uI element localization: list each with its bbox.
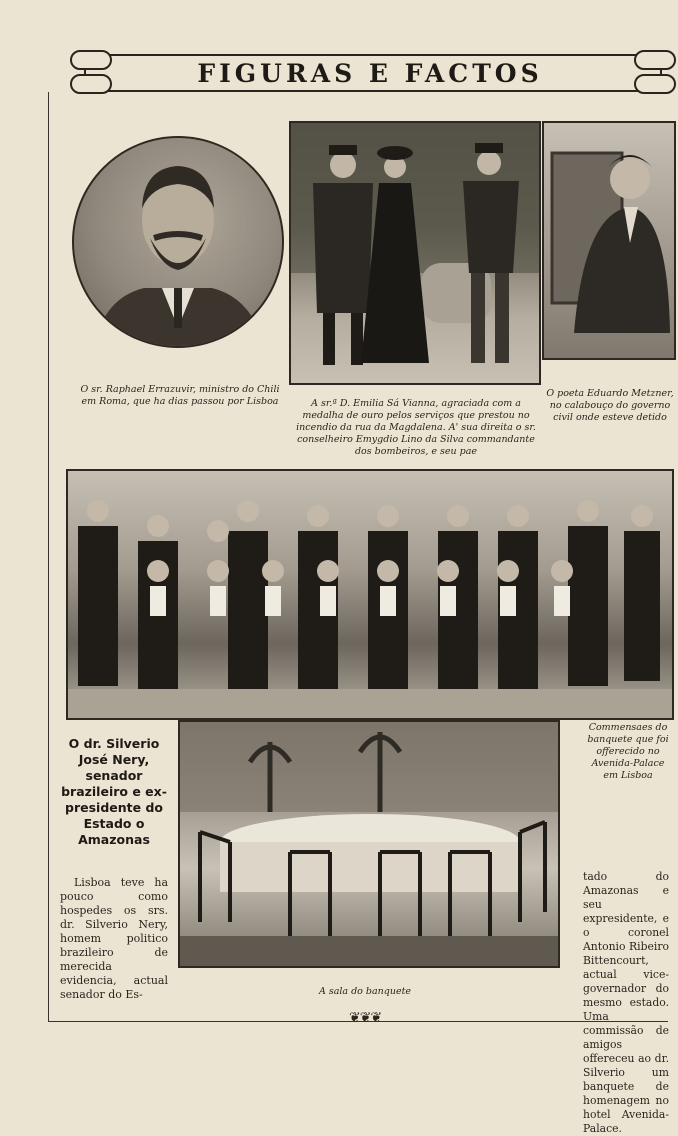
page-title: FIGURAS E FACTOS [197, 59, 543, 88]
portrait-figure [74, 138, 282, 346]
banquet-guests-photo [66, 469, 674, 720]
dining-room-photo [178, 720, 560, 968]
poet-photo [542, 121, 676, 360]
poet-caption: O poeta Eduardo Metzner, no calabouço do governo civil onde esteve detido [546, 388, 674, 423]
banquet-table [180, 722, 558, 966]
banquet-guests-caption: Commensaes do banquete que foi offerecido no Avenida-Palace em Lisboa [587, 722, 669, 781]
dining-room-caption: A sala do banquete [318, 986, 412, 997]
guests-group [68, 471, 672, 718]
article-body-right: tado do Amazonas e seu expresidente, e o coronel Antonio Ribeiro Bittencourt, actual vice-governador do mesmo estado. Uma commissão de amigos offereceu ao dr. Silverio um banquete de homenagem no hotel Avenida-Palace. [583, 870, 669, 1135]
fire-medal-caption: A sr.ª D. Emilia Sá Vianna, agraciada com a medalha de ouro pelos serviços que prestou no incendio da rua da Magdalena. A' sua direita o sr. conselheiro Emygdio Lino da Silva commandante dos bombeiros, e seu pae [296, 398, 536, 457]
portrait-photo [72, 136, 284, 348]
left-column-rule [48, 92, 49, 1022]
article-body-left: Lisboa teve ha pouco como hospedes os srs. dr. Silverio Nery, homem politico brazileiro de merecida evidencia, actual senador do Es- [60, 876, 168, 1001]
page-header [64, 46, 676, 98]
three-figures [291, 123, 539, 383]
floral-ornament: ❦❦❦ [349, 1010, 382, 1026]
article-heading: O dr. Silverio José Nery, senador brazileiro e ex-presidente do Estado o Amazonas [61, 736, 167, 847]
poet-figure [544, 123, 674, 358]
fire-medal-photo [289, 121, 541, 385]
portrait-caption: O sr. Raphael Errazuvir, ministro do Chili em Roma, que ha dias passou por Lisboa [80, 384, 280, 407]
